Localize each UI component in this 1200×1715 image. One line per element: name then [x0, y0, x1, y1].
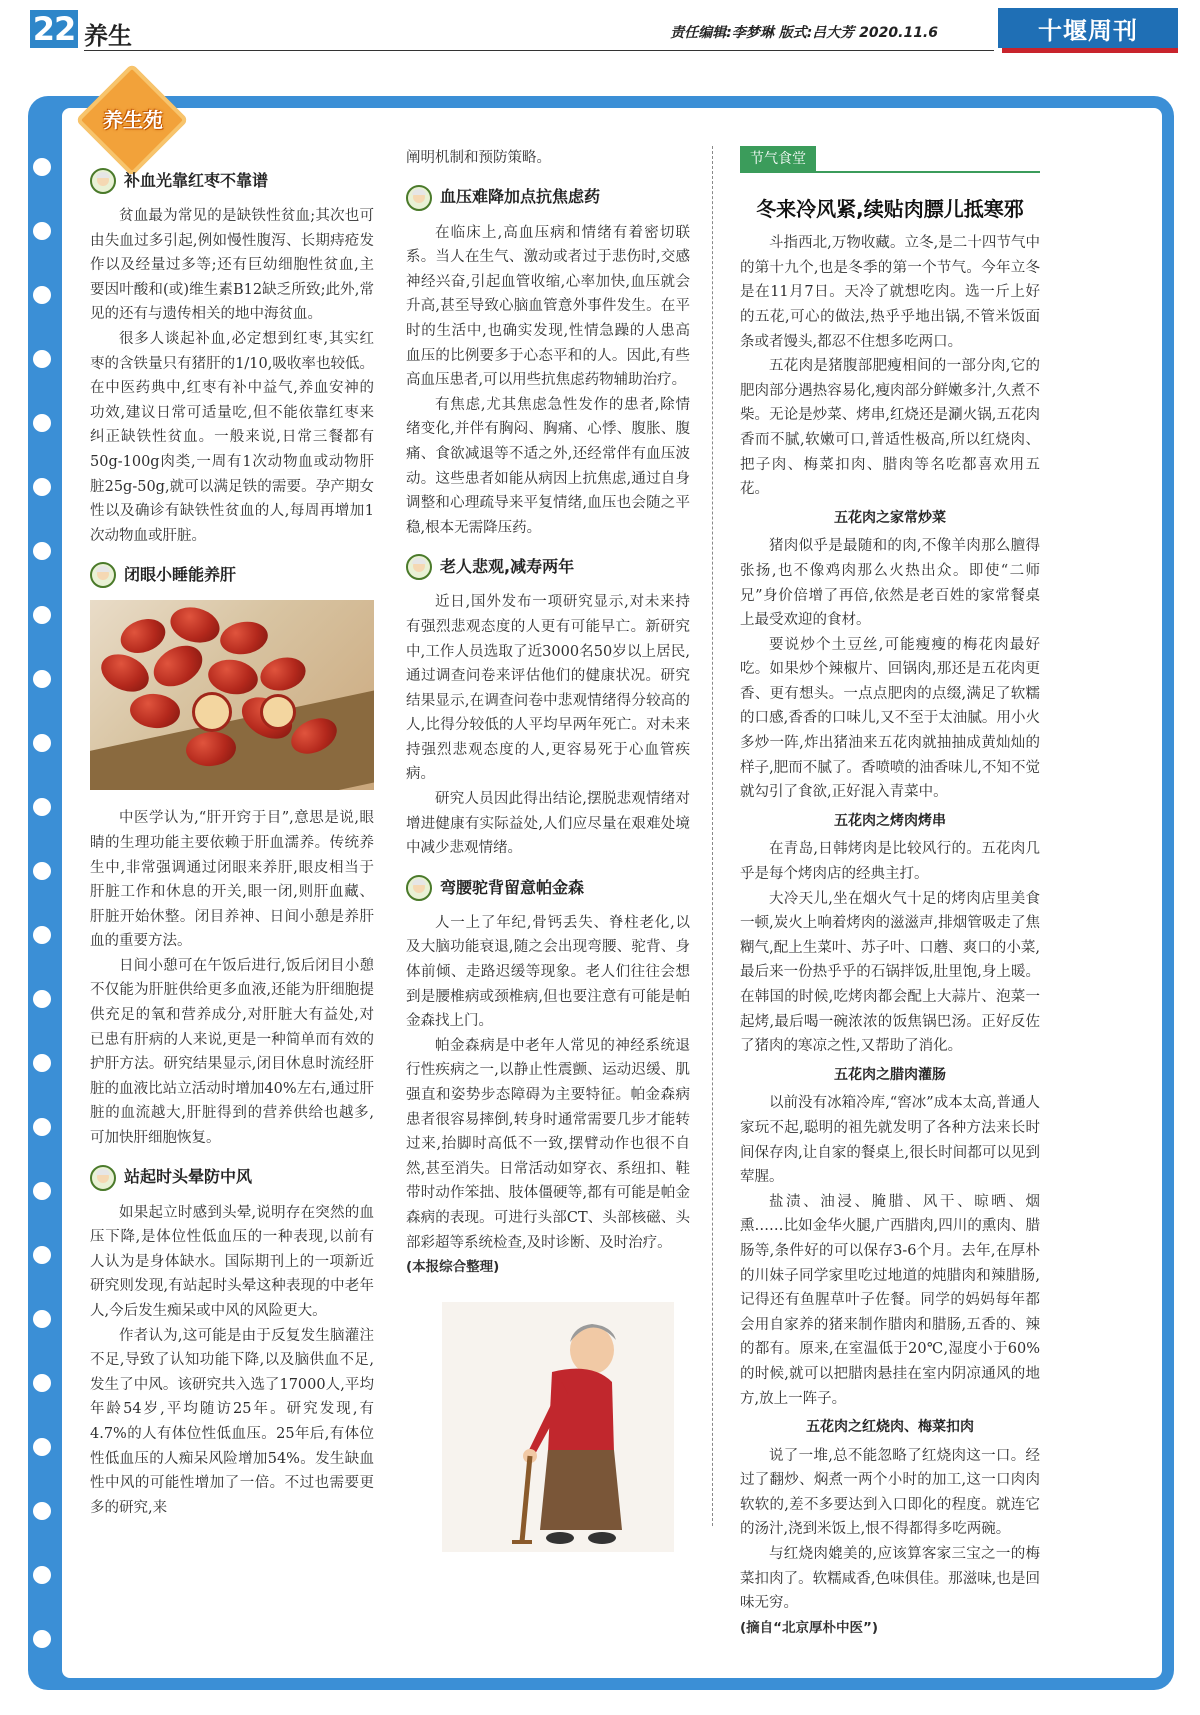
article-heading [90, 562, 374, 588]
column-divider [712, 146, 713, 1526]
subheading: 五花肉之烤肉烤串 [834, 812, 946, 829]
paragraph: 研究人员因此得出结论,摆脱悲观情绪对增进健康有实际益处,人们应尽量在艰难处境中减少悲观情绪。 [406, 791, 690, 857]
paragraph: 斗指西北,万物收藏。立冬,是二十四节气中的第十九个,也是冬季的第一个节气。今年立冬是在11月7日。天冷了就想吃肉。选一斤上好的五花,可心的做法,热乎乎地出锅,不管米饭面条或者馒头,都忍不住想多吃两口。 [740, 235, 1040, 350]
article-title: 血压难降加点抗焦虑药 [440, 187, 601, 207]
paragraph: 与红烧肉媲美的,应该算客家三宝之一的梅菜扣肉了。软糯咸香,色味俱佳。那滋味,也是回味无穷。 [740, 1546, 1040, 1612]
article-title: 老人悲观,减寿两年 [440, 557, 575, 577]
source-note: (摘自“北京厚朴中医”) [740, 1619, 879, 1636]
binder-hole-icon [33, 414, 51, 432]
article-heading [406, 554, 690, 580]
binder-hole-icon [33, 1502, 51, 1520]
brand-red-bar [1002, 48, 1178, 53]
jujube [95, 647, 155, 699]
column-1 [90, 162, 374, 1520]
binder-hole-icon [33, 222, 51, 240]
paragraph: 很多人谈起补血,必定想到红枣,其实红枣的含铁量只有猪肝的1/10,吸收率也较低。在中医药典中,红枣有补中益气,养血安神的功效,建议日常可适量吃,但不能依靠红枣来纠正缺铁性贫血。一般来说,日常三餐都有50g-100g肉类,一周有1次动物血或动物肝脏25g-50g,就可以满足铁的需要。孕产期女性以及确诊有缺铁性贫血的人,每周再增加1次动物血或肝脏。 [90, 330, 374, 544]
feature-title: 冬来冷风紧,续贴肉膘儿抵寒邪 [756, 196, 1024, 221]
binder-hole-icon [33, 926, 51, 944]
paragraph: 作者认为,这可能是由于反复发生脑灌注不足,导致了认知功能下降,以及脑供血不足,发生了中风。该研究共入选了17000人,平均年龄54岁,平均随访25年。研究发现,有4.7%的人有体位性低血压。25年后,有体位性低血压的人痴呆风险增加54%。发生缺血性中风的可能性增加了一倍。不过也需要更多的研究,来 [90, 1327, 374, 1516]
article-heading [90, 1165, 374, 1191]
binder-hole-icon [33, 1630, 51, 1648]
binder-hole-icon [33, 158, 51, 176]
jujube [257, 653, 310, 696]
binder-hole-icon [33, 1054, 51, 1072]
paragraph: 五花肉是猪腹部肥瘦相间的一部分肉,它的肥肉部分遇热容易化,瘦肉部分鲜嫩多汁,久煮不柴。无论是炒菜、烤串,红烧还是涮火锅,五花肉香而不腻,软嫩可口,普适性极高,所以红烧肉、把子肉、梅菜扣肉、腊肉等名吃都喜欢用五花。 [740, 358, 1040, 498]
grandma-avatar-icon [90, 168, 116, 194]
jujube [116, 613, 170, 659]
paragraph: 贫血最为常见的是缺铁性贫血;其次也可由失血过多引起,例如慢性腹泻、长期痔疮发作以及经量过多等;还有巨幼细胞性贫血,主要因叶酸和(或)维生素B12缺乏所致;此外,常见的还有与遗传相关的地中海贫血。 [90, 208, 374, 323]
jujube [166, 602, 223, 648]
binder-hole-icon [33, 1246, 51, 1264]
article-heading [406, 185, 690, 211]
binder-hole-icon [33, 1374, 51, 1392]
paragraph: 有焦虑,尤其焦虑急性发作的患者,除情绪变化,并伴有胸闷、胸痛、心悸、腹胀、腹痛、食欲减退等不适之外,还经常伴有血压波动。这些患者如能从病因上抗焦虑,通过自身调整和心理疏导来平复情绪,血压也会随之平稳,根本无需降压药。 [406, 396, 690, 536]
subheading: 五花肉之家常炒菜 [834, 509, 946, 526]
paragraph: 人一上了年纪,骨钙丢失、脊柱老化,以及大脑功能衰退,随之会出现弯腰、驼背、身体前倾、走路迟缓等现象。老人们往往会想到是腰椎病或颈椎病,但也要注意有可能是帕金森找上门。 [406, 914, 690, 1030]
binder-hole-icon [33, 798, 51, 816]
column-2 [406, 146, 690, 1552]
paragraph: 在青岛,日韩烤肉是比较风行的。五花肉几乎是每个烤肉店的经典主打。 [740, 841, 1040, 883]
binder-hole-icon [33, 1438, 51, 1456]
paragraph: 以前没有冰箱冷库,“窖冰”成本太高,普通人家玩不起,聪明的祖先就发明了各种方法来长时间保存肉,让自家的餐桌上,很长时间都可以见到荤腥。 [740, 1095, 1040, 1186]
elderly-woman-icon [442, 1302, 674, 1552]
section-name: 养生 [84, 22, 132, 50]
page-number: 22 [30, 10, 78, 48]
article-title: 站起时头晕防中风 [124, 1167, 253, 1187]
binder-hole-icon [33, 350, 51, 368]
binder-hole-icon [33, 670, 51, 688]
binder-hole-icon [33, 862, 51, 880]
article-heading [406, 875, 690, 901]
binder-hole-icon [33, 1118, 51, 1136]
paragraph: 日间小憩可在午饭后进行,饭后闭目小憩不仅能为肝脏供给更多血液,还能为肝细胞提供充足的氧和营养成分,对肝脏大有益处,对已患有肝病的人来说,更是一种简单而有效的护肝方法。研究结果显示,闭目休息时流经肝脏的血液比站立活动时增加40%左右,通过肝脏的血流越大,肝脏得到的营养供给也越多,可加快肝细胞恢复。 [90, 957, 374, 1147]
paragraph-continued: 阐明机制和预防策略。 [406, 150, 551, 166]
binder-hole-icon [33, 606, 51, 624]
binder-hole-icon [33, 1310, 51, 1328]
binder-hole-icon [33, 478, 51, 496]
grandma-avatar-icon [90, 562, 116, 588]
column-3 [740, 146, 1040, 1640]
jujube [218, 618, 271, 658]
paragraph: 猪肉似乎是最随和的肉,不像羊肉那么膻得张扬,也不像鸡肉那么火热出众。即使“二师兄”身价倍增了再倍,依然是老百姓的家常餐桌上最受欢迎的食材。 [740, 538, 1040, 629]
source-note: (本报综合整理) [406, 1259, 500, 1276]
elderly-woman-illustration [442, 1302, 674, 1552]
paragraph: 如果起立时感到头晕,说明存在突然的血压下降,是体位性低血压的一种表现,以前有人认为是身体缺水。国际期刊上的一项新近研究则发现,有站起时头晕这种表现的中老年人,今后发生痴呆或中风的风险更大。 [90, 1204, 374, 1319]
article-title: 闭眼小睡能养肝 [124, 565, 237, 585]
paragraph: 说了一堆,总不能忽略了红烧肉这一口。经过了翻炒、焖煮一两个小时的加工,这一口肉肉软软的,差不多要达到入口即化的程度。就连它的汤汁,浇到米饭上,恨不得都得多吃两碗。 [740, 1447, 1040, 1538]
jujube [129, 692, 182, 730]
article-title: 弯腰驼背留意帕金森 [440, 877, 585, 897]
editor-credits: 责任编辑:李梦琳 版式:吕大芳 2020.11.6 [670, 25, 938, 41]
binder-hole-icon [33, 990, 51, 1008]
grandma-avatar-icon [406, 554, 432, 580]
binder-hole-icon [33, 1566, 51, 1584]
subheading: 五花肉之腊肉灌肠 [834, 1066, 946, 1083]
paragraph: 在临床上,高血压病和情绪有着密切联系。当人在生气、激动或者过于悲伤时,交感神经兴奋,引起血管收缩,心率加快,血压就会升高,甚至导致心脑血管意外事件发生。在平时的生活中,也确实发现,性情急躁的人患高血压的比例要多于心态平和的人。因此,有些高血压患者,可以用些抗焦虑药物辅助治疗。 [406, 224, 690, 389]
paragraph: 近日,国外发布一项研究显示,对未来持有强烈悲观态度的人更有可能早亡。新研究中,工作人员选取了近3000名50岁以上居民,通过调查问卷来评估他们的健康状况。研究结果显示,在调查问卷中悲观情绪得分较高的人,比得分较低的人平均早两年死亡。对未来持强烈悲观态度的人,更容易死于心血管疾病。 [406, 594, 690, 783]
header-rule [84, 50, 994, 51]
grandma-avatar-icon [406, 185, 432, 211]
binder-hole-icon [33, 286, 51, 304]
grandma-avatar-icon [90, 1165, 116, 1191]
subheading: 五花肉之红烧肉、梅菜扣肉 [806, 1419, 974, 1436]
binder-hole-icon [33, 1182, 51, 1200]
article-title: 补血光靠红枣不靠谱 [124, 170, 269, 190]
article-heading [90, 168, 374, 194]
red-dates-photo [90, 600, 374, 790]
column-badge-label: 养生苑 [103, 108, 163, 132]
newspaper-brand: 十堰周刊 [998, 8, 1178, 48]
paragraph: 盐渍、油浸、腌腊、风干、晾晒、烟熏……比如金华火腿,广西腊肉,四川的熏肉、腊肠等,条件好的可以保存3-6个月。去年,在厚朴的川妹子同学家里吃过地道的炖腊肉和辣腊肠,记得还有鱼腥草叶子佐餐。同学的妈妈每年都会用自家养的猪来制作腊肉和腊肠,五香的、辣的都有。原来,在室温低于20℃,湿度小于60%的时候,就可以把腊肉悬挂在室内阴凉通风的地方,放上一阵子。 [740, 1193, 1040, 1407]
binder-hole-icon [33, 734, 51, 752]
paragraph: 大冷天儿,坐在烟火气十足的烤肉店里美食一顿,炭火上响着烤肉的滋滋声,排烟管吸走了焦糊气,配上生菜叶、苏子叶、口蘑、爽口的小菜,最后来一份热乎乎的石锅拌饭,肚里饱,身上暖。在韩国的时候,吃烤肉都会配上大蒜片、泡菜一起烤,最后喝一碗浓浓的饭焦锅巴汤。正好反佐了猪肉的寒凉之性,又帮助了消化。 [740, 890, 1040, 1055]
section-tag: 节气食堂 [740, 146, 816, 173]
binder-hole-icon [33, 542, 51, 560]
paragraph: 帕金森病是中老年人常见的神经系统退行性疾病之一,以静止性震颤、运动迟缓、肌强直和姿势步态障碍为主要特征。帕金森病患者很容易摔倒,转身时通常需要几步才能转过来,抬脚时高低不一致,摆臂动作也很不自然,甚至消失。日常活动如穿衣、系纽扣、鞋带时动作笨拙、肢体僵硬等,都有可能是帕金森病的表现。可进行头部CT、头部核磁、头部彩超等系统检查,及时诊断、及时治疗。 [406, 1037, 690, 1251]
paragraph: 要说炒个土豆丝,可能瘦瘦的梅花肉最好吃。如果炒个辣椒片、回锅肉,那还是五花肉更香、更有想头。一点点肥肉的点缀,满足了软糯的口感,香香的口味儿,又不至于太油腻。用小火多炒一阵,炸出猪油来五花肉就抽抽成黄灿灿的样子,肥而不腻了。香喷喷的油香味儿,不知不觉就勾引了食欲,正好混入青菜中。 [740, 636, 1040, 801]
grandma-avatar-icon [406, 875, 432, 901]
paragraph: 中医学认为,“肝开窍于目”,意思是说,眼睛的生理功能主要依赖于肝血濡养。传统养生中,非常强调通过闭眼来养肝,眼皮相当于肝脏工作和休息的开关,眼一闭,则肝血藏、肝脏开始休整。闭目养神、日间小憩是养肝血的重要方法。 [90, 810, 374, 950]
